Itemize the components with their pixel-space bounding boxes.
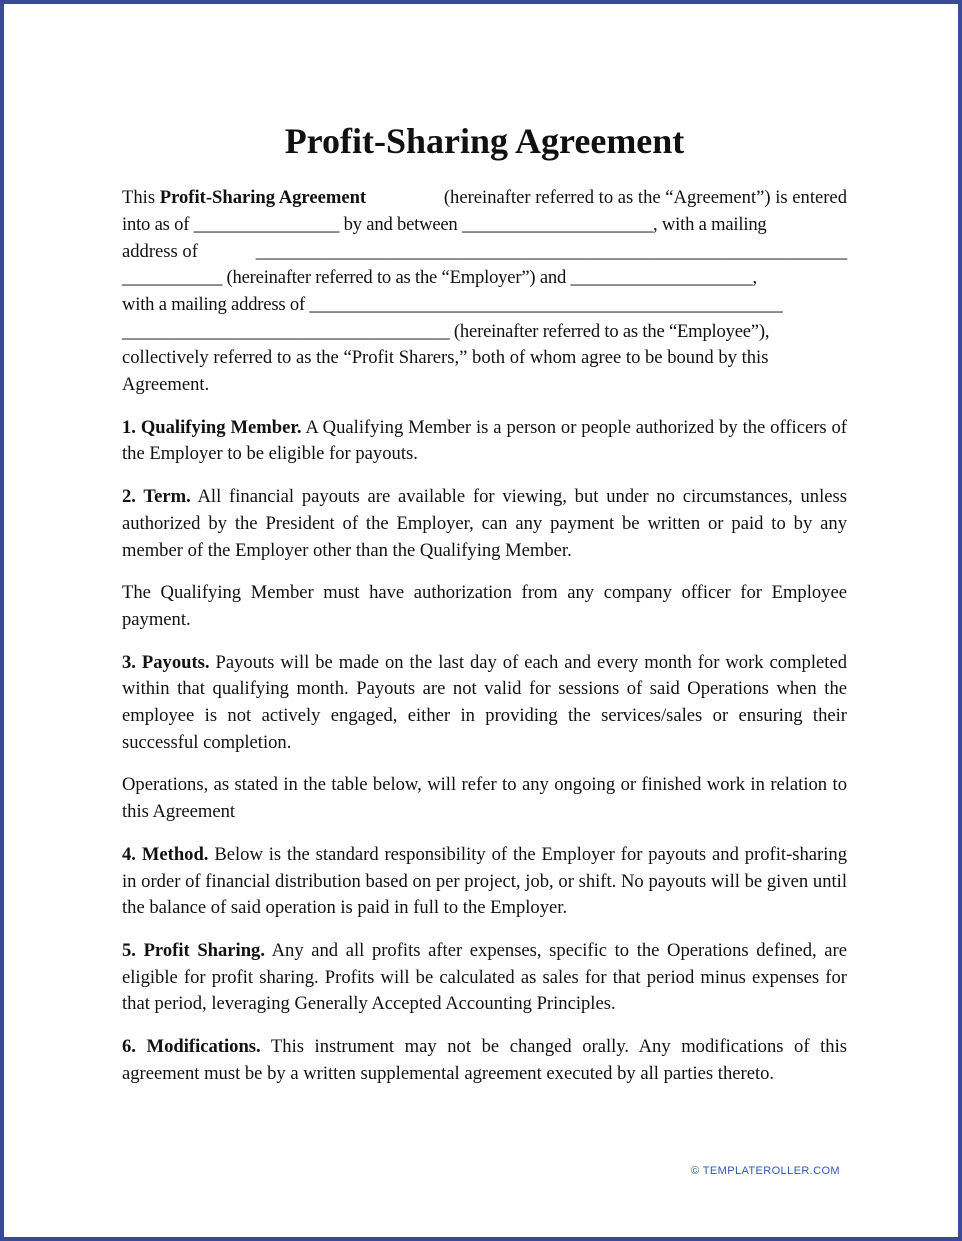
section-text: Payouts will be made on the last day of each and every month for work completed within that qualifying month. Payouts are not valid for sessions of said Operations when the employee is not actively engaged, either in providing the services/sales or ensuring their successful completion. — [122, 651, 847, 753]
section-text: All financial payouts are available for viewing, but under no circumstances, unless authorized by the President of the Employer, can any payment be written or paid to by any member of the Employer other than the Qualifying Member. — [122, 486, 847, 561]
section-operations-note — [122, 772, 847, 825]
section-modifications — [122, 1034, 847, 1087]
intro-line-1 — [122, 185, 847, 212]
section-heading: 6. Modifications. — [122, 1036, 261, 1058]
section-text: The Qualifying Member must have authorization from any company officer for Employee payment. — [122, 582, 847, 630]
section-text: Below is the standard responsibility of the Employer for payouts and profit-sharing in order of financial distribution based on per project, job, or shift. No payouts will be given until the balance of said operation is paid in full to the Employer. — [122, 843, 847, 919]
intro-text: Agreement. — [122, 374, 210, 395]
date-and-employer-blanks: into as of ________________ by and between _____________________, with a mailing — [122, 213, 767, 235]
intro-line-5 — [122, 292, 847, 319]
intro-text: (hereinafter referred to as the “Agreement”) is entered — [443, 187, 847, 209]
section-heading: 2. Term. — [122, 486, 191, 508]
section-term — [122, 484, 847, 564]
section-profit-sharing — [122, 938, 847, 1018]
section-text: This instrument may not be changed orally. Any modifications of this agreement must be by a written supplemental agreement executed by all parties thereto. — [122, 1036, 847, 1084]
intro-text: collectively referred to as the “Profit Sharers,” both of whom agree to be bound by this — [122, 347, 769, 369]
intro-paragraph — [122, 185, 847, 399]
employee-address-continued-blank: ____________________________________ (hereinafter referred to as the “Employee”), — [122, 320, 770, 342]
section-heading: 3. Payouts. — [122, 651, 210, 673]
document-title: Profit-Sharing Agreement — [284, 121, 685, 161]
templateroller-link[interactable]: © TEMPLATEROLLER.COM — [691, 1165, 840, 1177]
intro-line-7 — [122, 345, 847, 372]
intro-line-3 — [122, 239, 847, 266]
employer-and-employee-blanks: ___________ (hereinafter referred to as the “Employer”) and ____________________, — [122, 267, 757, 289]
section-qualifying-member — [122, 415, 847, 468]
intro-line-6 — [122, 319, 847, 346]
section-term-authorization — [122, 580, 847, 633]
intro-line-2 — [122, 212, 847, 239]
section-text: Operations, as stated in the table below, will refer to any ongoing or finished work in relation to this Agreement — [122, 774, 847, 823]
section-text: Any and all profits after expenses, specific to the Operations defined, are eligible for profit sharing. Profits will be calculated as sales for that period minus expenses for that period, leveraging Generally Accepted Accounting Principles. — [122, 939, 847, 1015]
intro-agreement-name: Profit-Sharing Agreement — [159, 187, 367, 209]
intro-line-4 — [122, 265, 847, 292]
section-text: A Qualifying Member is a person or people authorized by the officers of the Employer to be eligible for payouts. — [122, 416, 848, 465]
intro-line-8 — [122, 372, 847, 399]
section-heading: 1. Qualifying Member. — [122, 416, 302, 438]
section-payouts — [122, 650, 847, 757]
intro-text: address of — [122, 240, 198, 262]
employer-address-blank: _________________________________________________________________ — [255, 240, 847, 262]
intro-text: This — [122, 187, 160, 209]
employee-address-blank: with a mailing address of ____________________________________________________ — [122, 293, 783, 315]
section-method — [122, 842, 847, 922]
section-heading: 4. Method. — [122, 843, 209, 865]
document-page — [122, 120, 847, 1103]
section-heading: 5. Profit Sharing. — [122, 939, 266, 961]
